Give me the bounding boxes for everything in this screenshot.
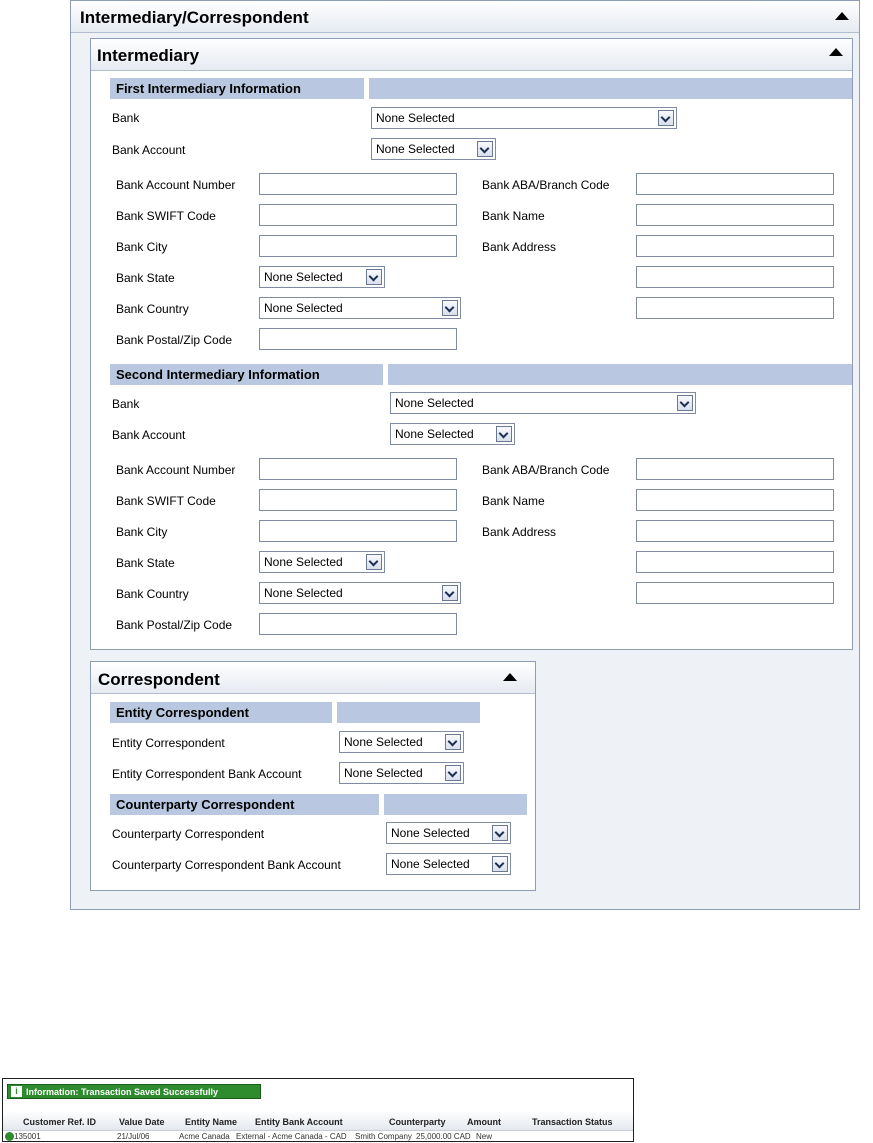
first-bank-account-select-value: None Selected [376,142,455,156]
second-address-input-3[interactable] [636,582,834,604]
second-account-number-label: Bank Account Number [116,463,236,477]
outer-collapse-icon[interactable] [835,12,849,20]
first-bank-account-select[interactable] [371,138,496,160]
second-country-select[interactable] [259,582,461,604]
first-swift-input[interactable] [259,204,457,226]
second-swift-input[interactable] [259,489,457,511]
second-address-input-2[interactable] [636,551,834,573]
first-aba-input[interactable] [636,173,834,195]
cell-entity-bank-account: External - Acme Canada - CAD [236,1132,347,1141]
first-state-select-value: None Selected [264,270,343,284]
first-account-number-label: Bank Account Number [116,178,236,192]
cell-customer-ref: 135001 [14,1132,41,1141]
first-state-label: Bank State [116,271,175,285]
column-header-entity-name[interactable]: Entity Name [185,1117,238,1127]
first-postal-input[interactable] [259,328,457,350]
entity-correspondent-heading: Entity Correspondent [110,702,332,723]
chevron-down-icon[interactable] [492,856,508,872]
first-intermediary-heading-fill [369,78,852,99]
entity-correspondent-bank-select[interactable] [339,762,464,784]
second-state-select-value: None Selected [264,555,343,569]
second-city-label: Bank City [116,525,168,539]
first-address-input-1[interactable] [636,235,834,257]
column-header-entity-bank-account[interactable]: Entity Bank Account [255,1117,343,1127]
second-account-number-input[interactable] [259,458,457,480]
first-account-number-input[interactable] [259,173,457,195]
column-header-counterparty[interactable]: Counterparty [389,1117,446,1127]
second-country-select-value: None Selected [264,586,343,600]
chevron-down-icon[interactable] [677,395,693,411]
first-address-input-3[interactable] [636,297,834,319]
chevron-down-icon[interactable] [658,110,674,126]
first-country-label: Bank Country [116,302,189,316]
second-state-select[interactable] [259,551,385,573]
second-country-label: Bank Country [116,587,189,601]
second-aba-label: Bank ABA/Branch Code [482,463,610,477]
cell-entity-name: Acme Canada [179,1132,230,1141]
second-postal-label: Bank Postal/Zip Code [116,618,233,632]
chevron-down-icon[interactable] [477,141,493,157]
first-bank-account-label: Bank Account [112,143,186,157]
first-city-input[interactable] [259,235,457,257]
entity-correspondent-select-value: None Selected [344,735,423,749]
counterparty-correspondent-select-value: None Selected [391,826,470,840]
column-header-customer-ref[interactable]: Customer Ref. ID [23,1117,97,1127]
first-address-input-2[interactable] [636,266,834,288]
first-aba-label: Bank ABA/Branch Code [482,178,610,192]
first-country-select-value: None Selected [264,301,343,315]
counterparty-correspondent-heading-fill [384,794,527,815]
first-address-label: Bank Address [482,240,557,254]
second-bank-account-select-value: None Selected [395,427,474,441]
first-state-select[interactable] [259,266,385,288]
first-bank-name-input[interactable] [636,204,834,226]
first-bank-name-label: Bank Name [482,209,545,223]
second-bank-name-input[interactable] [636,489,834,511]
cell-value-date: 21/Jul/06 [117,1132,150,1141]
chevron-down-icon[interactable] [442,585,458,601]
intermediary-collapse-icon[interactable] [829,48,843,56]
first-city-label: Bank City [116,240,168,254]
chevron-down-icon[interactable] [496,426,512,442]
entity-correspondent-bank-select-value: None Selected [344,766,423,780]
second-address-input-1[interactable] [636,520,834,542]
first-bank-label: Bank [112,111,140,125]
counterparty-correspondent-bank-select[interactable] [386,853,511,875]
entity-correspondent-label: Entity Correspondent [112,736,225,750]
intermediary-panel-header [91,39,852,71]
info-icon: i [11,1086,22,1097]
cell-counterparty: Smith Company [355,1132,412,1141]
correspondent-collapse-icon[interactable] [503,673,517,681]
second-aba-input[interactable] [636,458,834,480]
counterparty-correspondent-bank-label: Counterparty Correspondent Bank Account [112,858,341,872]
outer-panel-title: Intermediary/Correspondent [80,8,309,27]
second-swift-label: Bank SWIFT Code [116,494,216,508]
chevron-down-icon[interactable] [445,765,461,781]
chevron-down-icon[interactable] [492,825,508,841]
first-intermediary-heading: First Intermediary Information [110,78,364,99]
cell-transaction-status: New [476,1132,493,1141]
column-header-transaction-status[interactable]: Transaction Status [532,1117,613,1127]
entity-correspondent-bank-label: Entity Correspondent Bank Account [112,767,302,781]
column-header-amount[interactable]: Amount [467,1117,501,1127]
chevron-down-icon[interactable] [445,734,461,750]
expand-row-icon[interactable] [5,1132,14,1141]
second-bank-select-value: None Selected [395,396,474,410]
first-swift-label: Bank SWIFT Code [116,209,216,223]
cell-amount: 25,000.00 CAD [416,1132,471,1141]
counterparty-correspondent-bank-select-value: None Selected [391,857,470,871]
second-city-input[interactable] [259,520,457,542]
counterparty-correspondent-select[interactable] [386,822,511,844]
entity-correspondent-select[interactable] [339,731,464,753]
second-postal-input[interactable] [259,613,457,635]
correspondent-panel-title: Correspondent [98,670,220,689]
intermediary-panel-title: Intermediary [97,46,200,65]
second-bank-select[interactable] [390,392,696,414]
first-postal-label: Bank Postal/Zip Code [116,333,233,347]
second-intermediary-heading: Second Intermediary Information [110,364,383,385]
chevron-down-icon[interactable] [366,269,382,285]
chevron-down-icon[interactable] [366,554,382,570]
second-bank-name-label: Bank Name [482,494,545,508]
first-country-select[interactable] [259,297,461,319]
second-state-label: Bank State [116,556,175,570]
first-bank-select[interactable] [371,107,677,129]
counterparty-correspondent-heading: Counterparty Correspondent [110,794,379,815]
counterparty-correspondent-label: Counterparty Correspondent [112,827,265,841]
entity-correspondent-heading-fill [337,702,480,723]
notification-message: Information: Transaction Saved Successfully [26,1087,219,1097]
second-intermediary-heading-fill [388,364,852,385]
column-header-value-date[interactable]: Value Date [119,1117,165,1127]
second-bank-account-label: Bank Account [112,428,186,442]
chevron-down-icon[interactable] [442,300,458,316]
second-bank-account-select[interactable] [390,423,515,445]
notification-bar [7,1084,261,1099]
second-address-label: Bank Address [482,525,557,539]
first-bank-select-value: None Selected [376,111,455,125]
second-bank-label: Bank [112,397,140,411]
